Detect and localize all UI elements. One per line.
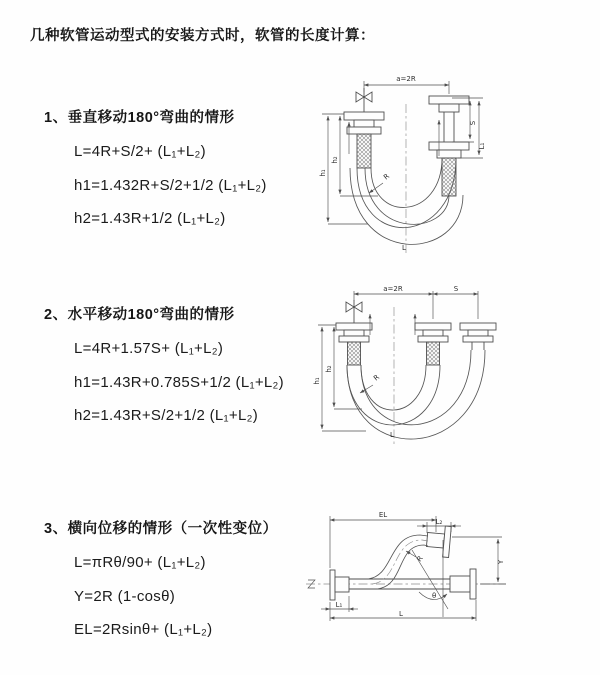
section-2-heading: 2、水平移动180°弯曲的情形 (44, 307, 235, 323)
dim-label-h2: h₂ (325, 365, 333, 373)
l-dimension (330, 600, 476, 621)
dim-label-fitting: L₁ (478, 142, 486, 150)
right-hose-fitting (460, 323, 496, 350)
section-3-formulas (74, 546, 278, 647)
movement-arrows (370, 314, 415, 335)
dim-label-width: a=2R (396, 75, 416, 83)
dim-label-radius: R (372, 373, 382, 383)
lower-right-flange (450, 569, 476, 599)
formula-length: L=4R+S/2+ (L₁+L₂) (74, 143, 206, 160)
section-1-formulas (74, 135, 267, 236)
section-horizontal-movement (44, 303, 284, 433)
dim-label-h1: h₁ (319, 169, 327, 177)
dim-label-stroke: S (453, 285, 459, 293)
l1-dimension (321, 596, 358, 612)
dim-label-l2: L₂ (435, 518, 443, 526)
dim-label-h2: h₂ (331, 156, 339, 164)
width-dimension (364, 75, 449, 94)
formula-el: EL=2Rsinθ+ (L₁+L₂) (74, 621, 213, 638)
diagram-vertical-180-bend (306, 68, 588, 258)
dim-label-l1: L₁ (335, 601, 343, 609)
left-hose-fitting (336, 323, 372, 365)
left-flange (330, 570, 349, 600)
formula-h2: h2=1.43R+1/2 (L₁+L₂) (74, 210, 226, 227)
section-2-formulas (74, 332, 284, 433)
radius-callout (406, 551, 425, 563)
formula-h1: h1=1.43R+0.785S+1/2 (L₁+L₂) (74, 373, 284, 391)
dim-label-length: L (399, 610, 403, 618)
formula-h1: h1=1.432R+S/2+1/2 (L₁+L₂) (74, 176, 267, 194)
dim-label-y: Y (497, 559, 505, 565)
upper-right-flange (426, 525, 452, 558)
dim-label-theta: θ (432, 592, 437, 600)
section-lateral-displacement (44, 517, 278, 647)
dim-label-length: L (402, 244, 406, 252)
section-vertical-movement (44, 106, 267, 236)
u-bend-hose (347, 350, 485, 439)
formula-length: L=πRθ/90+ (L₁+L₂) (74, 554, 206, 571)
dim-label-width: a=2R (383, 285, 403, 293)
dim-label-radius: R (382, 172, 392, 182)
dim-label-h1: h₁ (313, 377, 321, 385)
formula-y: Y=2R (1-cosθ) (74, 587, 176, 605)
section-3-heading: 3、横向位移的情形（一次性变位） (44, 521, 278, 537)
radius-callout (369, 172, 391, 193)
valve-icon (356, 88, 372, 112)
page-title: 几种软管运动型式的安装方式时，软管的长度计算： (30, 28, 375, 44)
dim-label-length: L (390, 431, 394, 439)
section-1-heading: 1、垂直移动180°弯曲的情形 (44, 110, 235, 126)
middle-hose-fitting (415, 323, 451, 365)
dim-label-radius: R (415, 554, 425, 564)
dim-label-el: EL (378, 511, 388, 519)
right-hose-fitting (429, 96, 469, 196)
angle-construction (412, 540, 448, 617)
diagram-lateral-displacement (298, 506, 598, 666)
valve-icon (346, 300, 362, 323)
formula-length: L=4R+1.57S+ (L₁+L₂) (74, 340, 224, 357)
diagram-horizontal-180-bend (306, 281, 588, 461)
dim-label-stroke: S (469, 120, 477, 126)
left-hose-fitting (344, 112, 384, 168)
formula-h2: h2=1.43R+S/2+1/2 (L₁+L₂) (74, 407, 259, 424)
width-dimension (354, 285, 478, 319)
